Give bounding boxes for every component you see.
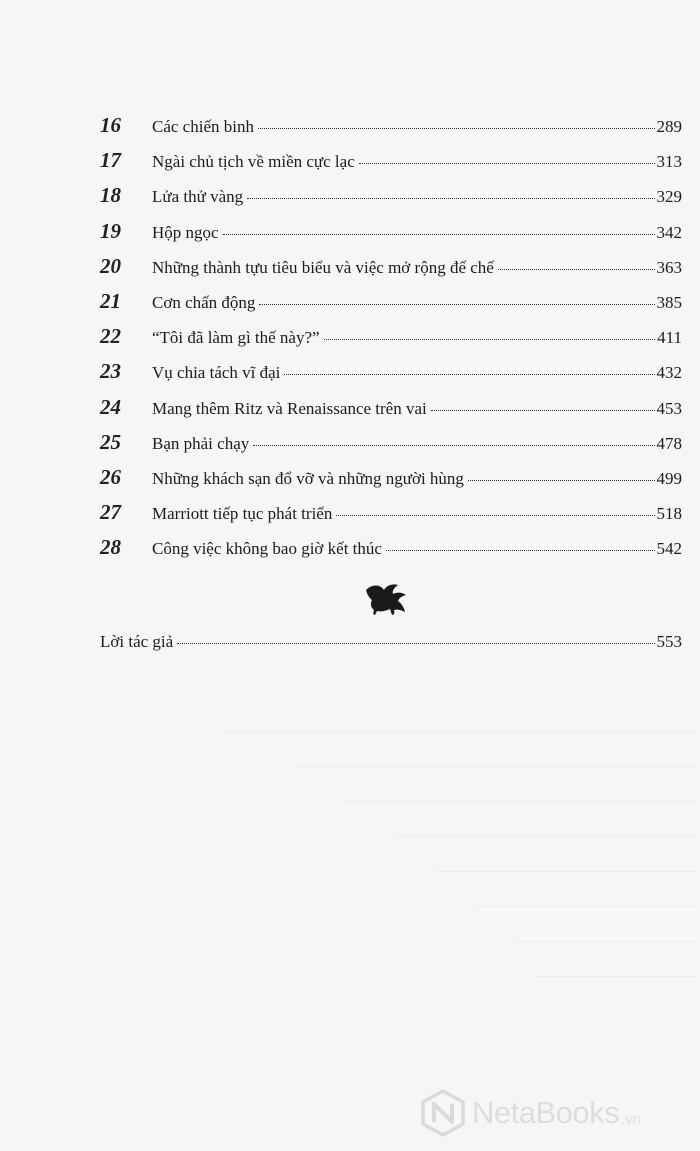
dot-leader (386, 550, 655, 551)
toc-entry-16 (100, 113, 682, 148)
dot-leader (468, 480, 655, 481)
chapter-number: 24 (100, 394, 121, 419)
dot-leader (431, 410, 655, 411)
watermark-suffix: .vn (621, 1110, 642, 1128)
table-of-contents (100, 113, 682, 570)
toc-entry-28 (100, 535, 682, 570)
dot-leader (324, 339, 656, 340)
dot-leader (247, 198, 654, 199)
toc-entry-20 (100, 254, 682, 289)
chapter-number: 25 (100, 429, 121, 454)
netabooks-logo-icon (418, 1088, 468, 1138)
page-number: 542 (656, 539, 682, 559)
chapter-title: Marriott tiếp tục phát triển (152, 504, 333, 524)
page-number: 289 (656, 117, 682, 136)
page-number: 363 (656, 257, 682, 277)
toc-entry-17 (100, 148, 682, 183)
page-number: 518 (656, 504, 682, 524)
toc-entry-26 (100, 465, 682, 500)
page-number: 411 (657, 328, 682, 348)
chapter-title: Những thành tựu tiêu biểu và việc mở rộng đế chế (152, 257, 494, 277)
chapter-title: Hộp ngọc (152, 222, 219, 242)
dot-leader (498, 269, 655, 270)
page-number: 432 (656, 363, 682, 383)
toc-entry-19 (100, 219, 682, 254)
chapter-number: 21 (100, 288, 121, 313)
chapter-number: 26 (100, 464, 121, 489)
chapter-title: Ngài chủ tịch về miền cực lạc (152, 152, 355, 172)
chapter-title: Những khách sạn đổ vỡ và những người hùng (152, 468, 464, 488)
page-number: 329 (656, 187, 682, 207)
watermark-brand: NetaBooks (472, 1095, 620, 1130)
chapter-number: 22 (100, 324, 121, 349)
page-number: 553 (656, 632, 682, 651)
page-number: 313 (656, 152, 682, 172)
griffin-ornament-icon (364, 582, 410, 616)
chapter-number: 19 (100, 218, 121, 243)
page-number: 499 (656, 468, 682, 488)
dot-leader (336, 515, 654, 516)
dot-leader (359, 163, 655, 164)
dot-leader (259, 304, 654, 305)
page-number: 385 (656, 292, 682, 312)
chapter-number: 16 (100, 113, 121, 137)
dot-leader (223, 234, 655, 235)
chapter-title: Lửa thử vàng (152, 187, 244, 207)
page-number: 342 (656, 222, 682, 242)
page-number: 453 (656, 398, 682, 418)
page-number: 478 (656, 433, 682, 453)
chapter-title: Mang thêm Ritz và Renaissance trên vai (152, 398, 427, 418)
chapter-number: 20 (100, 253, 121, 278)
toc-entry-27 (100, 500, 682, 535)
dot-leader (284, 374, 654, 375)
chapter-title: Công việc không bao giờ kết thúc (152, 539, 382, 559)
author-note-title: Lời tác giả (100, 632, 174, 651)
toc-entry-21 (100, 289, 682, 324)
netabooks-watermark (418, 1086, 641, 1140)
toc-entry-18 (100, 183, 682, 218)
toc-entry-23 (100, 359, 682, 394)
toc-entry-author-note (100, 632, 682, 662)
chapter-title: “Tôi đã làm gì thế này?” (152, 328, 320, 348)
toc-entry-22 (100, 324, 682, 359)
chapter-number: 27 (100, 500, 121, 525)
chapter-title: Cơn chấn động (152, 292, 256, 312)
dot-leader (177, 643, 654, 644)
chapter-number: 17 (100, 148, 121, 173)
toc-entry-25 (100, 430, 682, 465)
chapter-number: 23 (100, 359, 121, 384)
chapter-title: Các chiến binh (152, 117, 254, 136)
dot-leader (258, 128, 655, 129)
chapter-number: 18 (100, 183, 121, 208)
dot-leader (253, 445, 654, 446)
toc-entry-24 (100, 395, 682, 430)
chapter-title: Bạn phải chạy (152, 433, 250, 453)
chapter-number: 28 (100, 535, 121, 560)
chapter-title: Vụ chia tách vĩ đại (152, 363, 281, 383)
